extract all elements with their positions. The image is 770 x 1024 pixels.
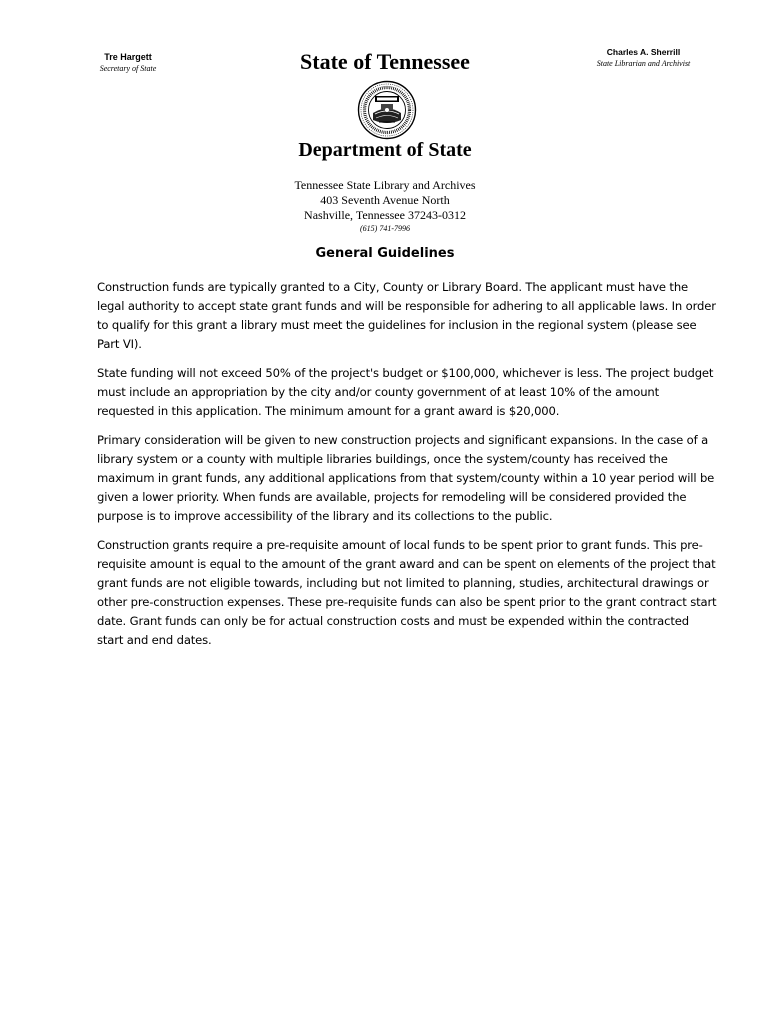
paragraph: Construction funds are typically granted to a City, County or Library Board. The applicant must have the legal authority to accept state grant funds and will be responsible for adhering to all applicable laws. In order to qualify for this grant a library must meet the guidelines for inclusion in the regional system (please see Part VI). — [97, 280, 716, 351]
address-block — [200, 178, 570, 234]
secretary-of-state-block — [92, 51, 164, 74]
paragraph: Construction grants require a pre-requisite amount of local funds to be spent prior to grant funds. This pre-requisite amount is equal to the amount of the grant award and can be spent on elements of the project that grant funds are not eligible towards, including but not limited to planning, studies, architectural drawings or other pre-construction expenses. These pre-requisite funds can also be spent prior to the grant contract start date. Grant funds can only be for actual construction costs and must be expended within the contracted start and end dates. — [97, 538, 717, 647]
librarian-name: Charles A. Sherrill — [606, 47, 681, 57]
state-librarian-block — [586, 46, 701, 69]
secretary-name: Tre Hargett — [104, 52, 152, 62]
address-line: 403 Seventh Avenue North — [320, 193, 450, 207]
paragraph: Primary consideration will be given to new construction projects and significant expansions. In the case of a library system or a county with multiple libraries buildings, once the system/county has received the maximum in grant funds, any additional applications from that system/county within a 10 year period will be given a lower priority. When funds are available, projects for remodeling will be considered provided the purpose is to improve accessibility of the library and its collections to the public. — [97, 433, 715, 523]
phone-number: (615) 741-7996 — [360, 224, 410, 233]
secretary-title: Secretary of State — [99, 64, 157, 73]
librarian-title: State Librarian and Archivist — [596, 59, 691, 68]
address-line: Nashville, Tennessee 37243-0312 — [304, 208, 466, 222]
department-title: Department of State — [298, 139, 472, 161]
paragraph: State funding will not exceed 50% of the project's budget or $100,000, whichever is less. The project budget must include an appropriation by the city and/or county government of at least 10% of the amount requested in this application. The minimum amount for a grant award is $20,000. — [97, 366, 714, 418]
tennessee-seal-icon — [357, 80, 417, 140]
guidelines-body — [97, 278, 717, 660]
address-line: Tennessee State Library and Archives — [294, 178, 476, 192]
section-heading: General Guidelines — [315, 246, 455, 261]
state-title: State of Tennessee — [300, 49, 470, 74]
